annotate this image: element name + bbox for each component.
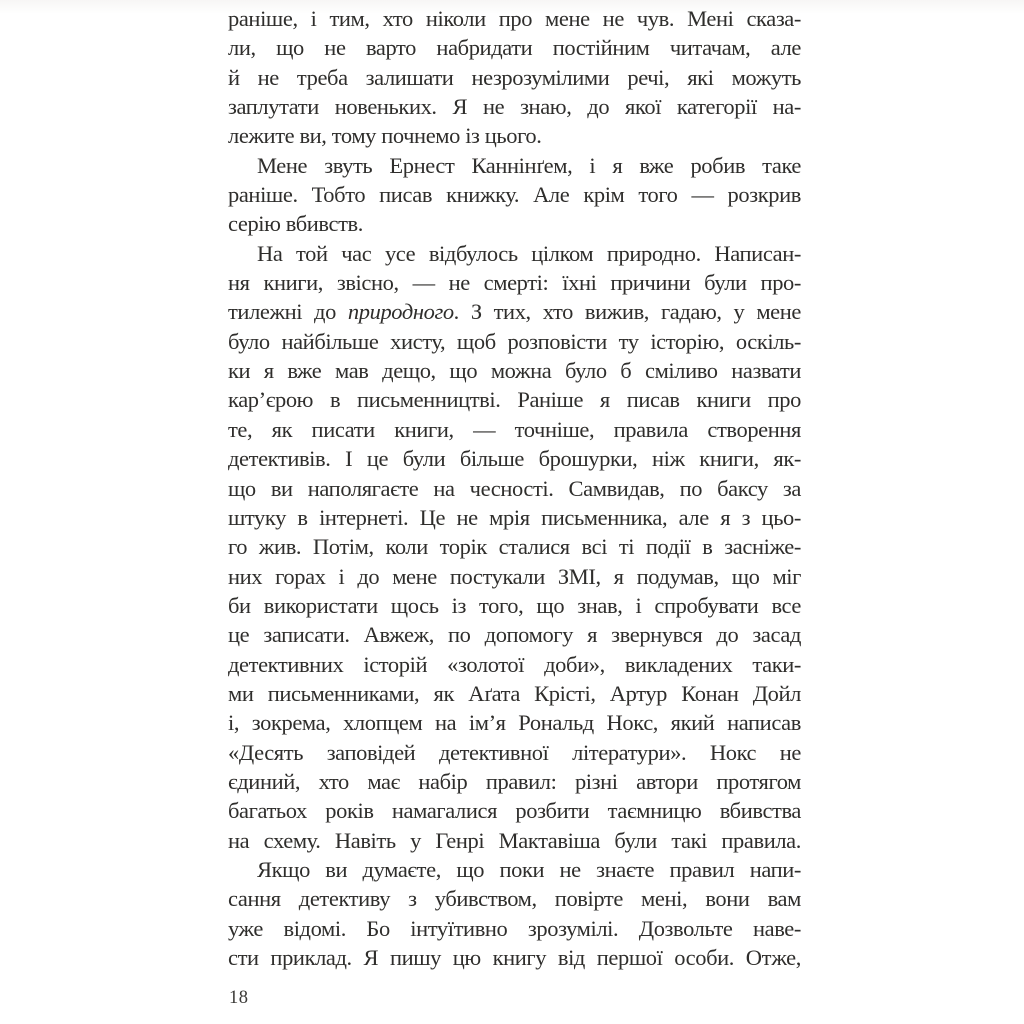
text-line — [228, 33, 801, 62]
text-line — [228, 151, 801, 180]
text-line — [228, 385, 801, 414]
text-segment: раніше. Тобто писав книжку. Але крім того — розкрив — [228, 182, 801, 208]
text-segment: Мене звуть Ернест Каннінґем, і я вже робив таке — [257, 152, 801, 178]
text-line — [228, 562, 801, 591]
page-text-block — [228, 4, 801, 972]
text-line — [228, 650, 801, 679]
text-line — [228, 679, 801, 708]
text-segment: детективних історій «золотої доби», викладених таки- — [228, 651, 801, 677]
text-segment: єдиний, хто має набір правил: різні автори протягом — [228, 768, 801, 794]
text-segment: на схему. Навіть у Генрі Мактавіша були такі правила. — [228, 827, 801, 853]
text-segment: що ви наполягаєте на чесності. Самвидав, по баксу за — [228, 475, 801, 501]
text-segment: і, зокрема, хлопцем на ім’я Рональд Нокс, який написав — [228, 710, 801, 736]
text-segment: Якщо ви думаєте, що поки не знаєте правил напи- — [257, 856, 801, 882]
text-segment: лежите ви, тому почнемо із цього. — [228, 123, 542, 149]
text-segment: раніше, і тим, хто ніколи про мене не чув. Мені сказа- — [228, 6, 801, 31]
text-segment: це записати. Авжеж, по допомогу я звернувся до засад — [228, 622, 801, 648]
text-segment: «Десять заповідей детективної літератури». Нокс не — [228, 739, 801, 765]
text-line — [228, 239, 801, 268]
text-line — [228, 92, 801, 121]
text-line — [228, 855, 801, 884]
text-segment: ми письменниками, як Аґата Крісті, Артур Конан Дойл — [228, 680, 801, 706]
text-line — [228, 356, 801, 385]
text-segment: . З тих, хто вижив, гадаю, у мене — [453, 299, 801, 325]
text-line — [228, 914, 801, 943]
text-segment: ня книги, звісно, — не смерті: їхні причини були про- — [228, 270, 801, 296]
text-segment: го жив. Потім, коли торік сталися всі ті події в засніже- — [228, 534, 801, 560]
text-line — [228, 943, 801, 972]
text-segment: було найбільше хисту, щоб розповісти ту історію, оскіль- — [228, 328, 801, 354]
text-segment: них горах і до мене постукали ЗМІ, я подумав, що міг — [228, 563, 801, 589]
text-segment: ли, що не варто набридати постійним читачам, але — [228, 35, 801, 61]
text-line — [228, 415, 801, 444]
text-line — [228, 180, 801, 209]
text-line — [228, 767, 801, 796]
text-line — [228, 4, 801, 33]
text-segment: штуку в інтернеті. Це не мрія письменника, але я з цьо- — [228, 504, 801, 530]
text-segment: й не треба залишати незрозумілими речі, які можуть — [228, 64, 801, 90]
text-line — [228, 268, 801, 297]
text-line — [228, 63, 801, 92]
text-line — [228, 591, 801, 620]
text-line — [228, 738, 801, 767]
text-line — [228, 884, 801, 913]
text-line — [228, 532, 801, 561]
text-line — [228, 826, 801, 855]
text-segment-italic: природного — [347, 299, 454, 325]
text-segment: заплутати новеньких. Я не знаю, до якої категорії на- — [228, 94, 801, 120]
text-line — [228, 121, 801, 150]
text-segment: багатьох років намагалися розбити таємницю вбивства — [228, 798, 801, 824]
text-segment: те, як писати книги, — точніше, правила створення — [228, 416, 801, 442]
text-segment: уже відомі. Бо інтуїтивно зрозумілі. Дозвольте наве- — [228, 915, 801, 941]
text-segment: На той час усе відбулось цілком природно. Написан- — [257, 240, 801, 266]
text-line — [228, 708, 801, 737]
text-line — [228, 209, 801, 238]
text-segment: детективів. І це були більше брошурки, ніж книги, як- — [228, 446, 801, 472]
text-line — [228, 503, 801, 532]
text-segment: серію вбивств. — [228, 211, 363, 237]
page-number: 18 — [229, 988, 249, 1008]
text-segment: сти приклад. Я пишу цю книгу від першої особи. Отже, — [228, 945, 801, 970]
text-line — [228, 444, 801, 473]
text-line — [228, 796, 801, 825]
text-segment: сання детективу з убивством, повірте мені, вони вам — [228, 886, 801, 912]
text-line — [228, 620, 801, 649]
text-line — [228, 297, 801, 326]
text-segment: тилежні до — [228, 299, 348, 325]
text-line — [228, 474, 801, 503]
text-line — [228, 327, 801, 356]
text-segment: кар’єрою в письменництві. Раніше я писав книги про — [228, 387, 801, 413]
text-segment: ки я вже мав дещо, що можна було б сміливо назвати — [228, 358, 801, 384]
text-segment: би використати щось із того, що знав, і спробувати все — [228, 592, 801, 618]
